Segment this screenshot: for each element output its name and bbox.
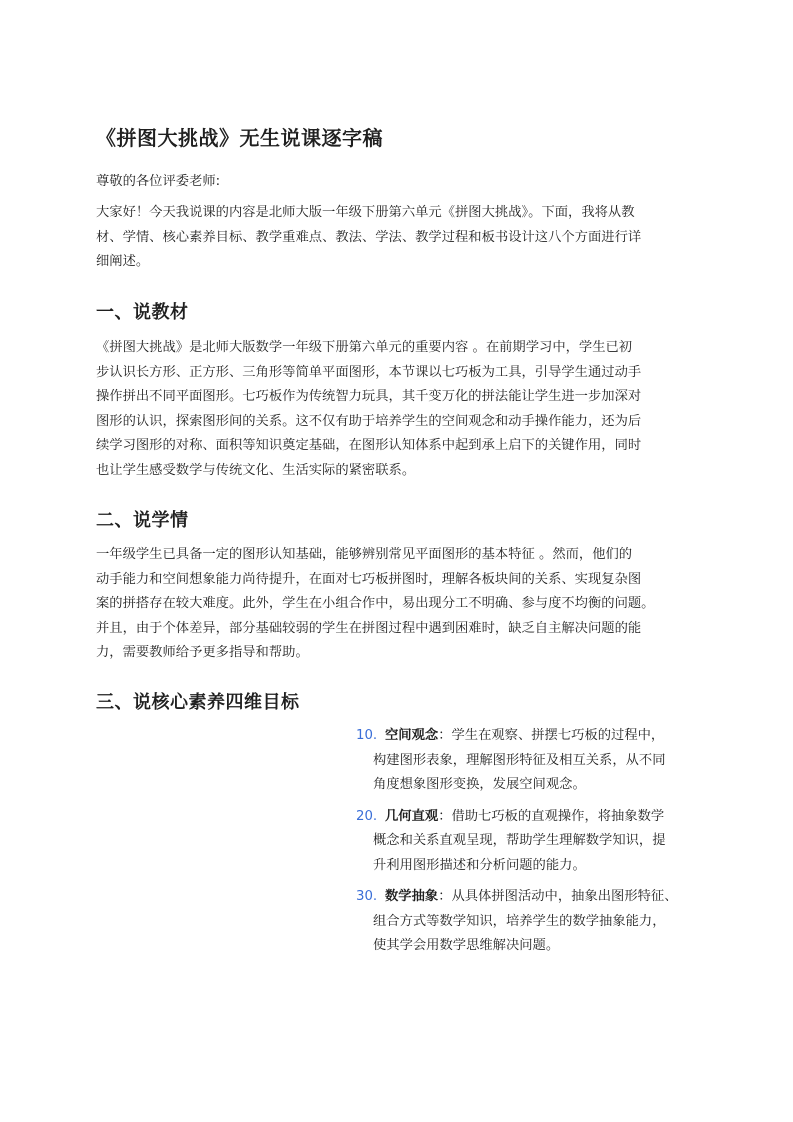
section-heading-goals: 三、说核心素养四维目标	[96, 692, 300, 713]
paragraph-line: 《拼图大挑战》是北师大版数学一年级下册第六单元的重要内容 。在前期学习中，学生已初	[96, 340, 633, 355]
list-item	[356, 724, 716, 798]
goal-text: 组合方式等数学知识，培养学生的数学抽象能力，	[373, 913, 666, 929]
paragraph-line: 一年级学生已具备一定的图形认知基础，能够辨别常见平面图形的基本特征 。然而，他们的	[96, 547, 633, 562]
goal-text: ：借助七巧板的直观操作，将抽象数学	[438, 808, 665, 824]
section-heading-textbook: 一、说教材	[96, 302, 189, 323]
paragraph-line: 并且，由于个体差异，部分基础较弱的学生在拼图过程中遇到困难时，缺乏自主解决问题的能	[96, 620, 642, 636]
paragraph-line: 动手能力和空间想象能力尚待提升，在面对七巧板拼图时，理解各板块间的关系、实现复杂图	[96, 571, 642, 587]
goal-term: 数学抽象	[385, 889, 439, 904]
greeting-line: 尊敬的各位评委老师:	[96, 174, 221, 189]
goal-term: 空间观念	[385, 728, 439, 743]
paragraph-line: 也让学生感受数学与传统文化、生活实际的紧密联系。	[96, 462, 416, 478]
list-number: 30.	[356, 889, 378, 904]
paragraph-line: 续学习图形的对称、面积等知识奠定基础，在图形认知体系中起到承上启下的关键作用，同时	[96, 438, 642, 453]
greeting	[96, 170, 700, 195]
goal-text: ：学生在观察、拼摆七巧板的过程中，	[438, 728, 665, 743]
paragraph-line: 操作拼出不同平面图形。七巧板作为传统智力玩具，其千变万化的拼法能让学生进一步加深对	[96, 389, 642, 404]
goals-list	[356, 724, 716, 966]
paragraph-line: 案的拼搭存在较大难度。此外，学生在小组合作中，易出现分工不明确、参与度不均衡的问题。	[96, 596, 655, 611]
intro-line: 材、学情、核心素养目标、教学重难点、教法、学法、教学过程和板书设计这八个方面进行详	[96, 229, 642, 245]
goal-text: 使其学会用数学思维解决问题。	[373, 938, 560, 953]
intro-line: 大家好！今天我说课的内容是北师大版一年级下册第六单元《拼图大挑战》。下面，我将从教	[96, 205, 635, 220]
list-item	[356, 885, 716, 959]
section-heading-students: 二、说学情	[96, 510, 189, 531]
goal-term: 几何直观	[385, 808, 439, 824]
document-title: 《拼图大挑战》无生说课逐字稿	[96, 126, 383, 150]
list-number: 20.	[356, 808, 378, 824]
section-students-paragraph	[96, 543, 700, 666]
section-textbook-paragraph	[96, 336, 700, 483]
paragraph-line: 步认识长方形、正方形、三角形等简单平面图形，本节课以七巧板为工具，引导学生通过动手	[96, 364, 642, 380]
goal-text: 构建图形表象，理解图形特征及相互关系，从不同	[373, 752, 666, 768]
goal-text: 概念和关系直观呈现，帮助学生理解数学知识，提	[373, 833, 666, 848]
goal-text: 升利用图形描述和分析问题的能力。	[373, 857, 586, 873]
intro-paragraph	[96, 201, 700, 275]
list-number: 10.	[356, 728, 378, 743]
paragraph-line: 图形的认识，探索图形间的关系。这不仅有助于培养学生的空间观念和动手操作能力，还为后	[96, 413, 642, 429]
list-item	[356, 805, 716, 879]
goal-text: 角度想象图形变换，发展空间观念。	[373, 777, 586, 792]
paragraph-line: 力，需要教师给予更多指导和帮助。	[96, 645, 309, 660]
intro-line: 细阐述。	[96, 254, 150, 269]
goal-text: ：从具体拼图活动中，抽象出图形特征、	[438, 889, 678, 904]
